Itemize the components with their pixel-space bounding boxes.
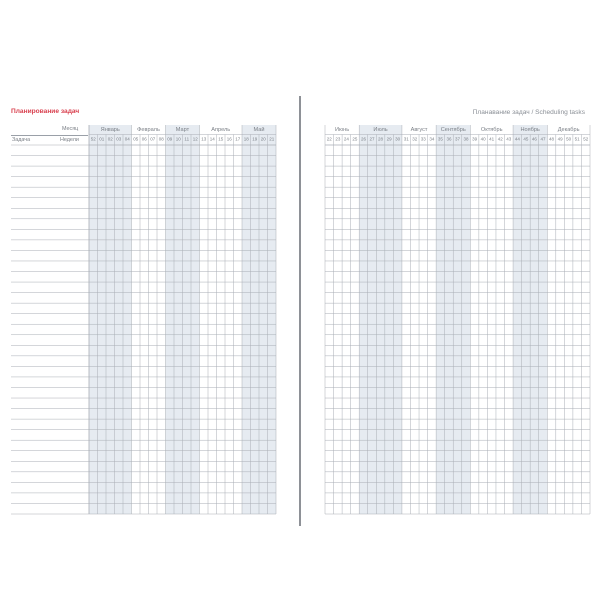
week-number: 11 [184, 136, 190, 142]
week-number: 22 [326, 136, 332, 142]
month-label: Август [410, 127, 428, 134]
week-number: 06 [141, 136, 147, 142]
week-row-label: Недели [60, 137, 79, 143]
week-number: 48 [549, 136, 555, 142]
week-number: 31 [403, 136, 409, 142]
month-label: Январь [100, 127, 120, 134]
week-number: 40 [480, 136, 486, 142]
week-number: 07 [150, 136, 156, 142]
week-number: 29 [386, 136, 392, 142]
month-label: Июль [373, 127, 388, 134]
month-label: Март [175, 127, 190, 134]
week-number: 16 [226, 136, 232, 142]
week-number: 13 [201, 136, 207, 142]
month-label: Май [253, 127, 265, 134]
month-row-label: Месяц [62, 126, 79, 132]
month-label: Декабрь [557, 127, 580, 134]
week-number: 28 [378, 136, 384, 142]
left-page-title: Планирование задач [11, 108, 80, 115]
week-number: 36 [446, 136, 452, 142]
week-number: 24 [343, 136, 349, 142]
week-number: 39 [472, 136, 478, 142]
week-number: 14 [209, 136, 215, 142]
week-number: 15 [218, 136, 224, 142]
week-number: 51 [574, 136, 580, 142]
month-label: Февраль [137, 127, 160, 134]
week-number: 25 [352, 136, 358, 142]
week-number: 19 [252, 136, 258, 142]
week-number: 41 [489, 136, 495, 142]
month-label: Ноябрь [520, 127, 540, 134]
week-number: 04 [124, 136, 130, 142]
week-number: 35 [437, 136, 443, 142]
right-page-title: Планавание задач / Scheduling tasks [472, 109, 585, 116]
week-number: 20 [260, 136, 266, 142]
week-number: 32 [412, 136, 418, 142]
week-number: 10 [175, 136, 181, 142]
task-column-label: Задача [12, 137, 31, 143]
week-number: 37 [454, 136, 461, 142]
week-number: 43 [506, 136, 512, 142]
week-number: 34 [429, 136, 435, 142]
week-number: 42 [497, 136, 503, 142]
month-label: Октябрь [480, 127, 503, 134]
week-number: 01 [99, 136, 105, 142]
week-number: 08 [158, 136, 164, 142]
week-number: 27 [369, 136, 375, 142]
week-number: 02 [107, 136, 113, 142]
week-number: 12 [192, 136, 198, 142]
month-label: Июнь [334, 127, 350, 134]
week-number: 30 [395, 136, 401, 142]
week-number: 49 [557, 136, 563, 142]
week-number: 09 [167, 136, 173, 142]
month-label: Сентябрь [440, 127, 466, 134]
week-number: 44 [514, 136, 520, 142]
week-number: 52 [90, 136, 96, 142]
month-label: Апрель [211, 127, 231, 134]
week-number: 52 [583, 136, 589, 142]
week-number: 03 [116, 136, 122, 142]
week-number: 45 [523, 136, 529, 142]
week-number: 50 [566, 136, 572, 142]
week-number: 38 [463, 136, 469, 142]
week-number: 33 [420, 136, 426, 142]
week-number: 05 [133, 136, 139, 142]
week-number: 46 [531, 136, 537, 142]
week-number: 17 [235, 136, 241, 142]
week-number: 47 [540, 136, 546, 142]
week-number: 26 [360, 136, 366, 142]
week-number: 18 [243, 136, 249, 142]
week-number: 23 [335, 136, 341, 142]
week-number: 21 [269, 136, 275, 142]
month-shade [359, 125, 402, 514]
